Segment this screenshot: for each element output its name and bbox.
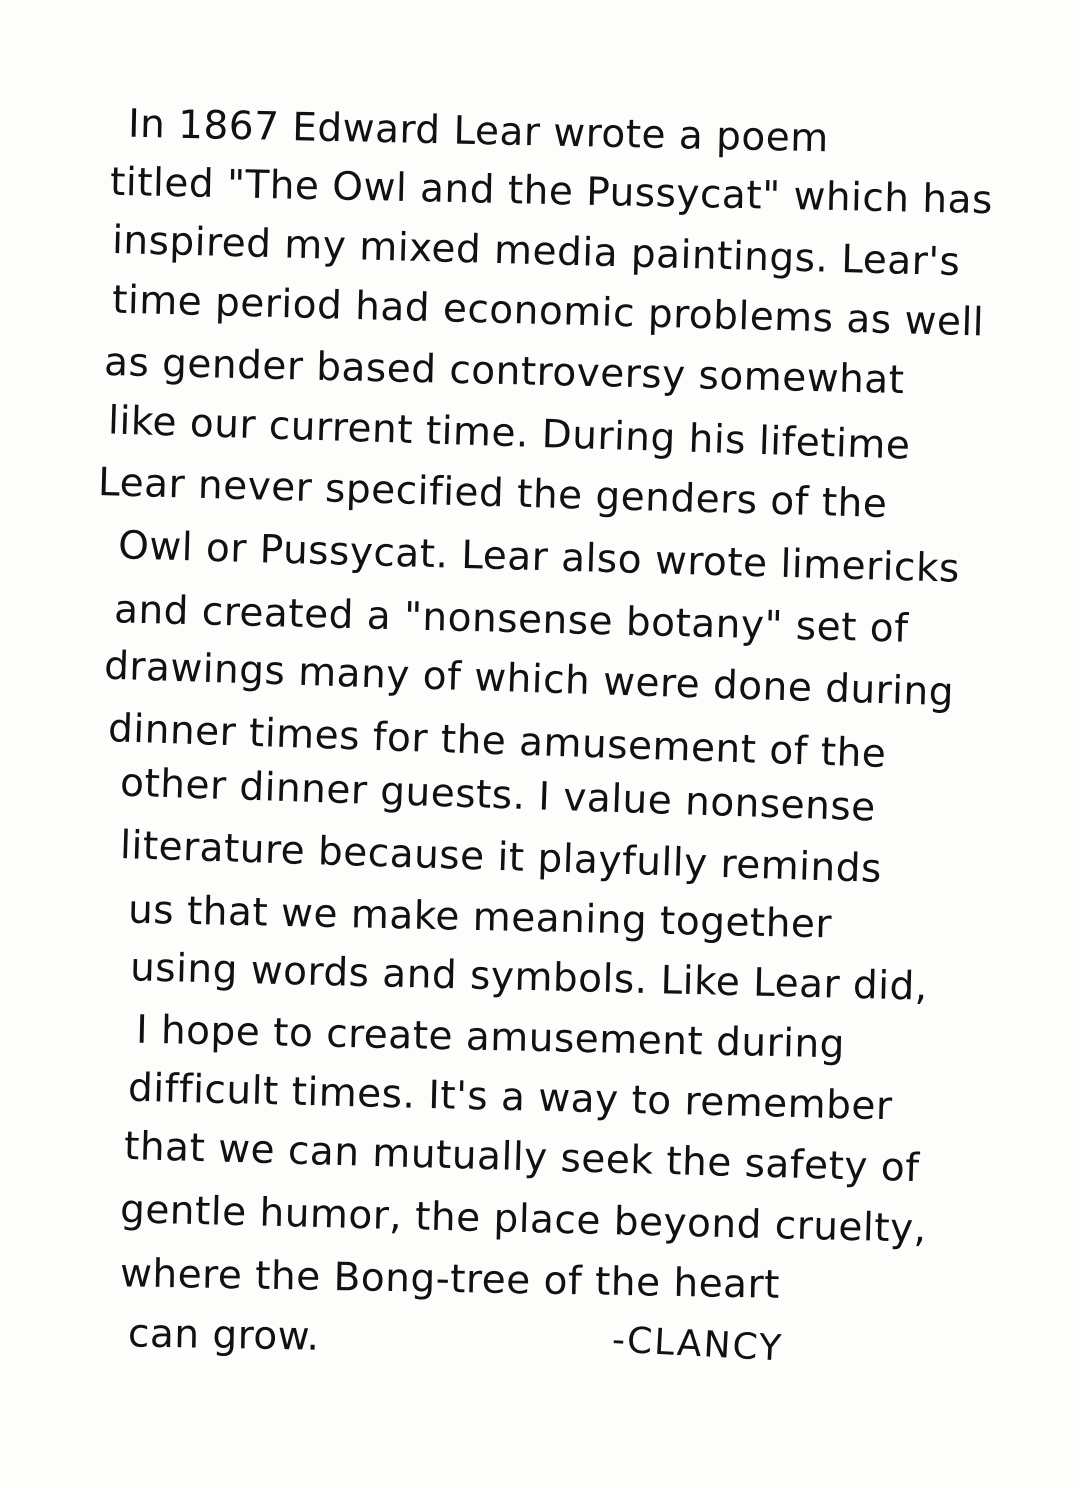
text-line-2: titled "The Owl and the Pussycat" which has xyxy=(109,159,994,224)
text-line-10: drawings many of which were done during xyxy=(103,643,955,716)
text-line-8: Owl or Pussycat. Lear also wrote limericks xyxy=(117,523,961,592)
text-line-15: using words and symbols. Like Lear did, xyxy=(129,945,929,1010)
text-line-19: gentle humor, the place beyond cruelty, xyxy=(119,1187,928,1252)
text-line-6: like our current time. During his lifetime xyxy=(107,398,912,469)
text-line-13: literature because it playfully reminds xyxy=(119,823,883,892)
text-line-17: difficult times. It's a way to remember xyxy=(127,1065,894,1130)
text-line-18: that we can mutually seek the safety of xyxy=(123,1123,921,1192)
text-line-14: us that we make meaning together xyxy=(127,887,833,948)
text-line-20: where the Bong-tree of the heart xyxy=(119,1251,781,1308)
text-line-12: other dinner guests. I value nonsense xyxy=(119,760,877,831)
text-line-16: I hope to create amusement during xyxy=(135,1007,846,1068)
signature: -CLANCY xyxy=(611,1319,785,1370)
text-line-11: dinner times for the amusement of the xyxy=(107,706,888,777)
text-line-1: In 1867 Edward Lear wrote a poem xyxy=(127,101,830,162)
text-line-4: time period had economic problems as well xyxy=(111,277,985,346)
text-line-9: and created a "nonsense botany" set of xyxy=(113,587,909,652)
text-line-7: Lear never specified the genders of the xyxy=(97,459,888,528)
text-line-21: can grow. xyxy=(127,1311,320,1360)
text-line-5: as gender based controversy somewhat xyxy=(103,339,906,404)
text-line-3: inspired my mixed media paintings. Lear's xyxy=(111,217,961,286)
